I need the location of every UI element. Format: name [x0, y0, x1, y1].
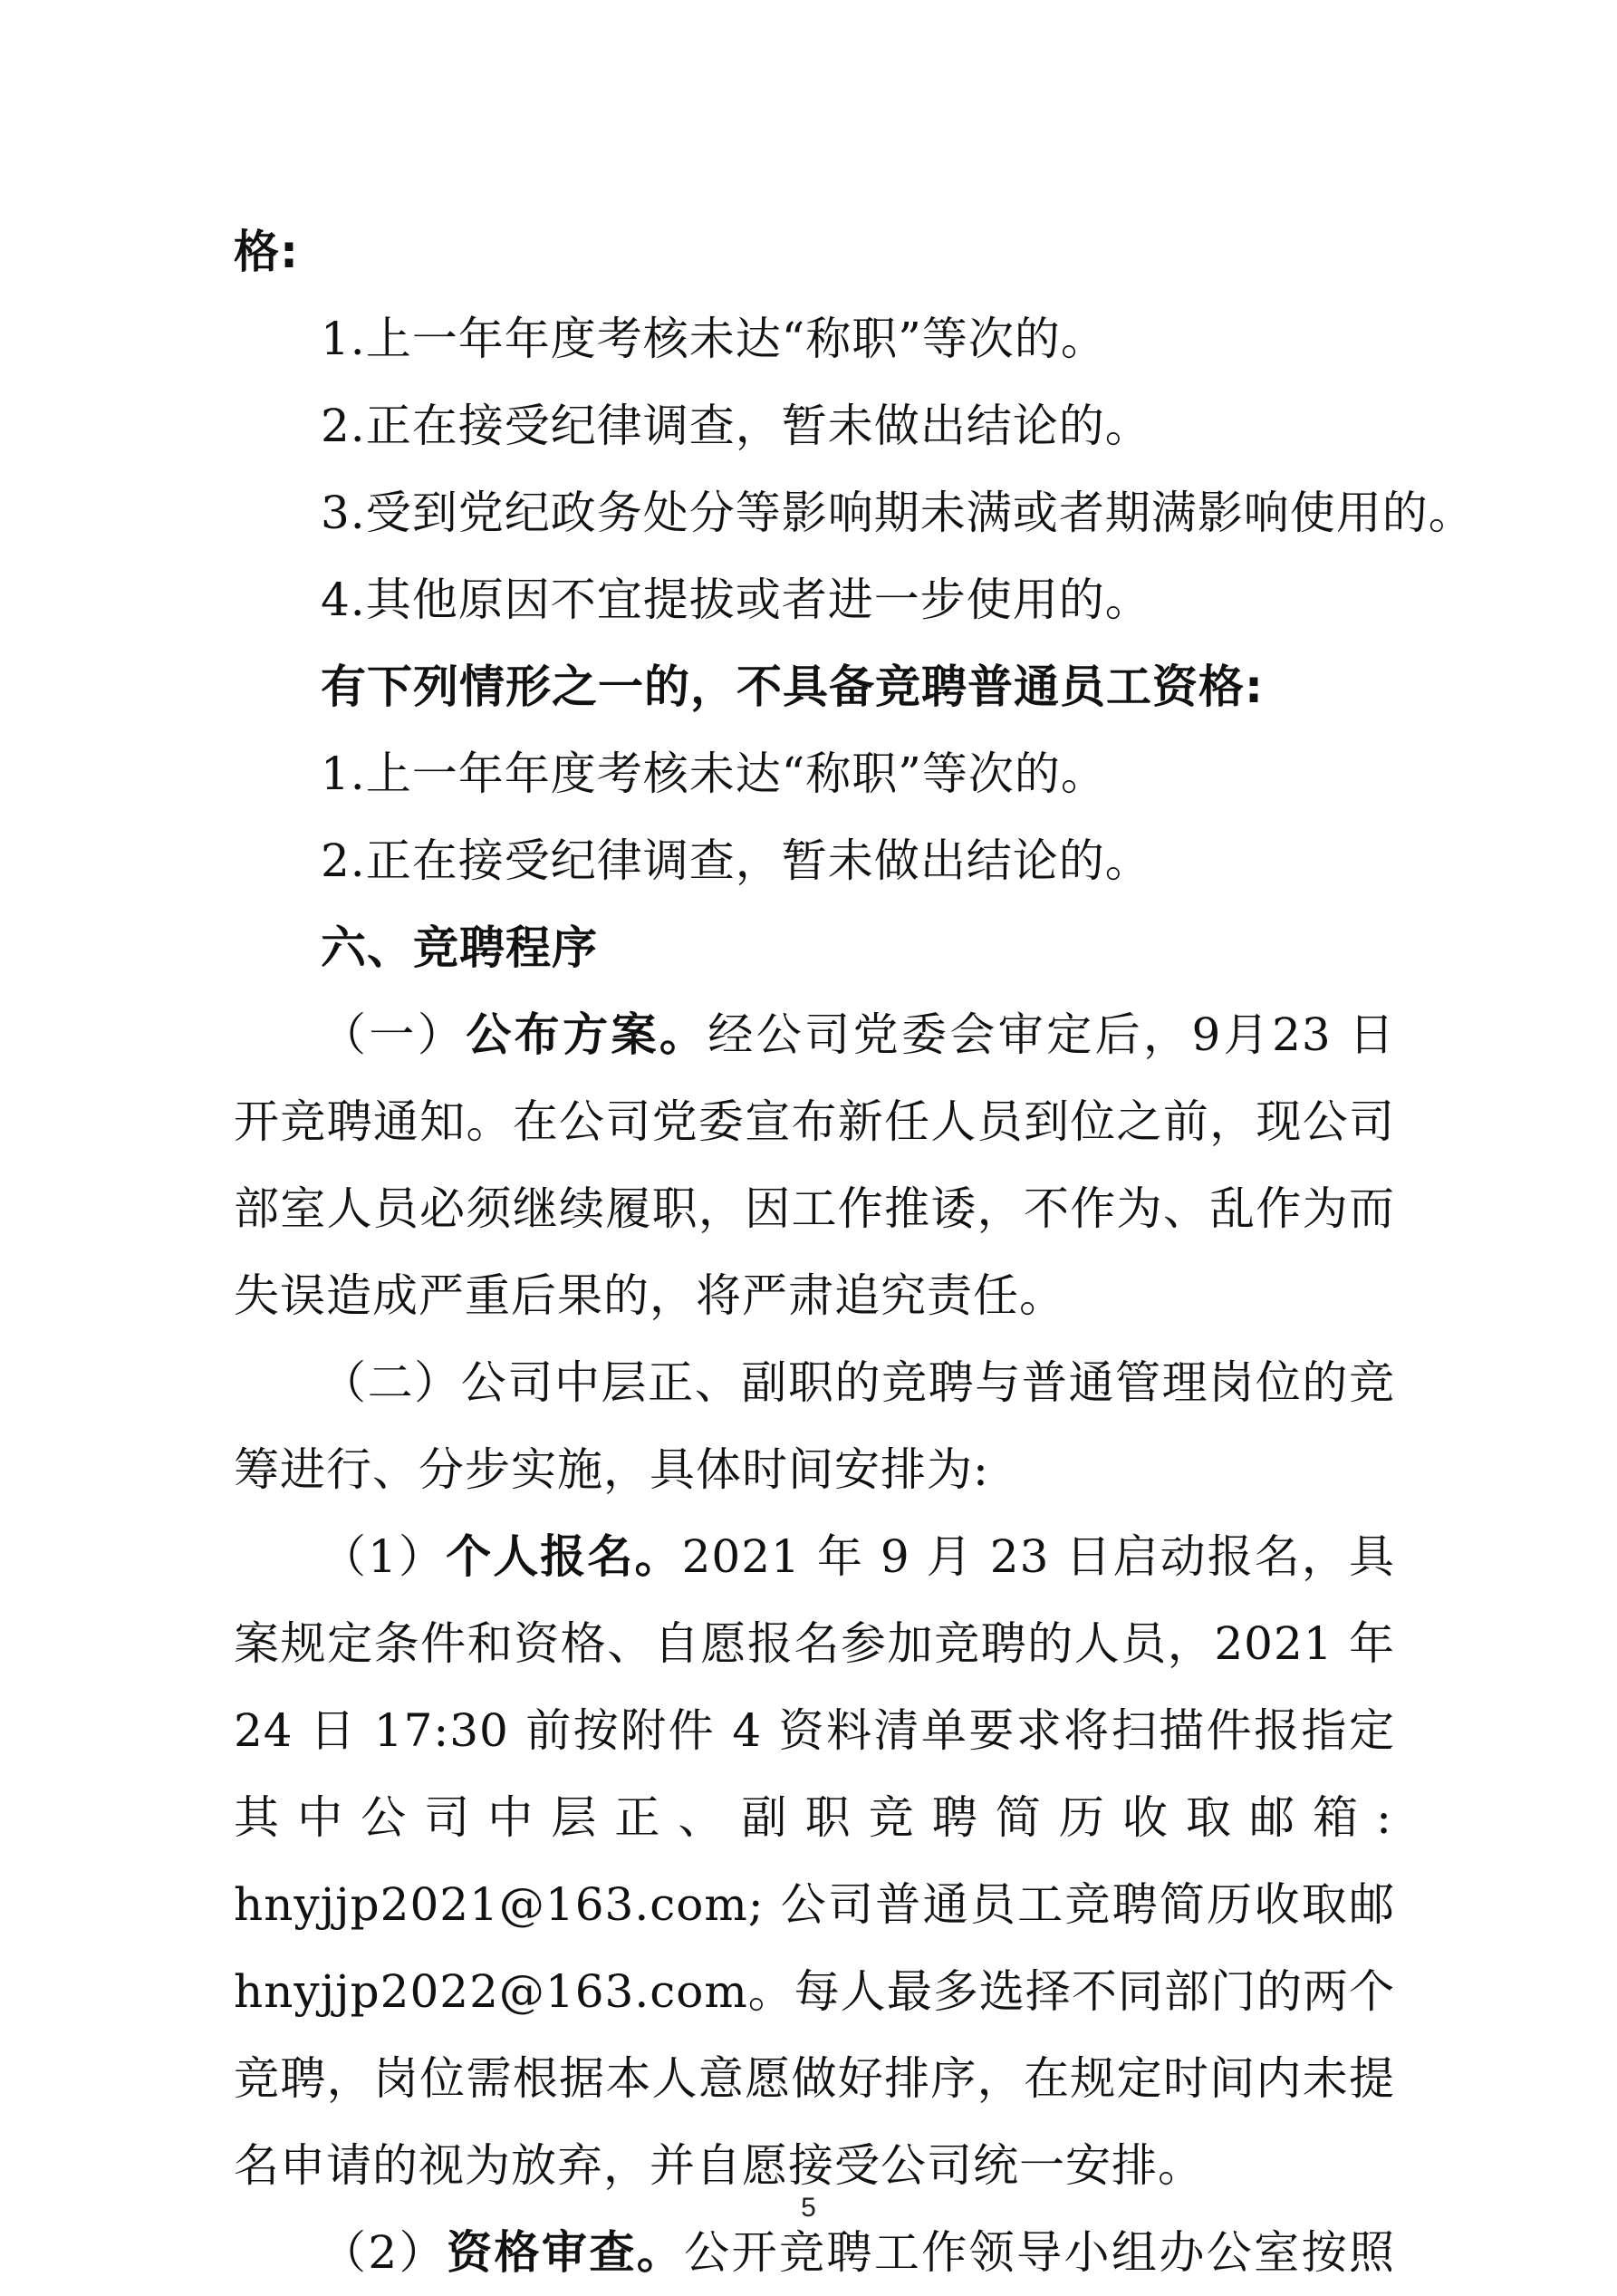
item-text: 经公司党委会审定后，9月23 日 — [707, 1008, 1395, 1061]
item-number: （一） — [321, 1008, 467, 1061]
paragraph-line: 筹进行、分步实施，具体时间安排为: — [234, 1443, 989, 1496]
paragraph-line: 失误造成严重后果的，将严肃追究责任。 — [234, 1269, 1065, 1322]
paragraph-line: 名申请的视为放弃，并自愿接受公司统一安排。 — [234, 2139, 1204, 2192]
section-statement: 有下列情形之一的，不具备竞聘普通员工资格: — [321, 661, 1264, 713]
paragraph-line — [234, 1513, 1395, 1600]
item-title: 个人报名。 — [446, 1530, 682, 1583]
paragraph-line: 开竞聘通知。在公司党委宣布新任人员到位之前，现公司 — [234, 1095, 1395, 1148]
paragraph-line: 竞聘，岗位需根据本人意愿做好排序，在规定时间内未提 — [234, 2052, 1395, 2105]
item-number: （2） — [321, 2226, 448, 2279]
section-heading: 六、竞聘程序 — [321, 921, 598, 974]
list-item: 2.正在接受纪律调查，暂未做出结论的。 — [321, 834, 1151, 887]
paragraph-line: （二）公司中层正、副职的竞聘与普通管理岗位的竞 — [321, 1356, 1395, 1409]
paragraph-line — [234, 991, 1395, 1078]
list-item: 3.受到党纪政务处分等影响期未满或者期满影响使用的。 — [321, 487, 1475, 539]
list-item: 1.上一年年度考核未达“称职”等次的。 — [321, 313, 1107, 365]
email-line: hnyjjp2021@163.com; 公司普通员工竞聘简历收取邮 — [234, 1878, 1395, 1931]
paragraph-line: 格: — [234, 226, 299, 278]
page-number: 5 — [801, 2193, 816, 2223]
document-body — [234, 208, 1475, 2296]
paragraph-line: 案规定条件和资格、自愿报名参加竞聘的人员，2021 年 — [234, 1617, 1395, 1670]
email-line: hnyjjp2022@163.com。每人最多选择不同部门的两个 — [234, 1965, 1395, 2018]
paragraph-line: 24 日 17:30 前按附件 4 资料清单要求将扫描件报指定 — [234, 1704, 1395, 1757]
item-title: 公布方案。 — [466, 1008, 708, 1061]
paragraph-line: 其中公司中层正、副职竞聘简历收取邮箱: — [234, 1791, 1395, 1844]
list-item: 2.正在接受纪律调查，暂未做出结论的。 — [321, 400, 1151, 452]
item-text: 2021 年 9 月 23 日启动报名，具 — [681, 1530, 1395, 1583]
item-text: 公开竞聘工作领导小组办公室按照 — [684, 2226, 1395, 2279]
paragraph-line: 部室人员必须继续履职，因工作推诿，不作为、乱作为而 — [234, 1182, 1395, 1235]
list-item: 4.其他原因不宜提拔或者进一步使用的。 — [321, 574, 1151, 626]
item-title: 资格审查。 — [447, 2226, 685, 2279]
list-item: 1.上一年年度考核未达“称职”等次的。 — [321, 748, 1107, 800]
item-number: （1） — [321, 1530, 447, 1583]
